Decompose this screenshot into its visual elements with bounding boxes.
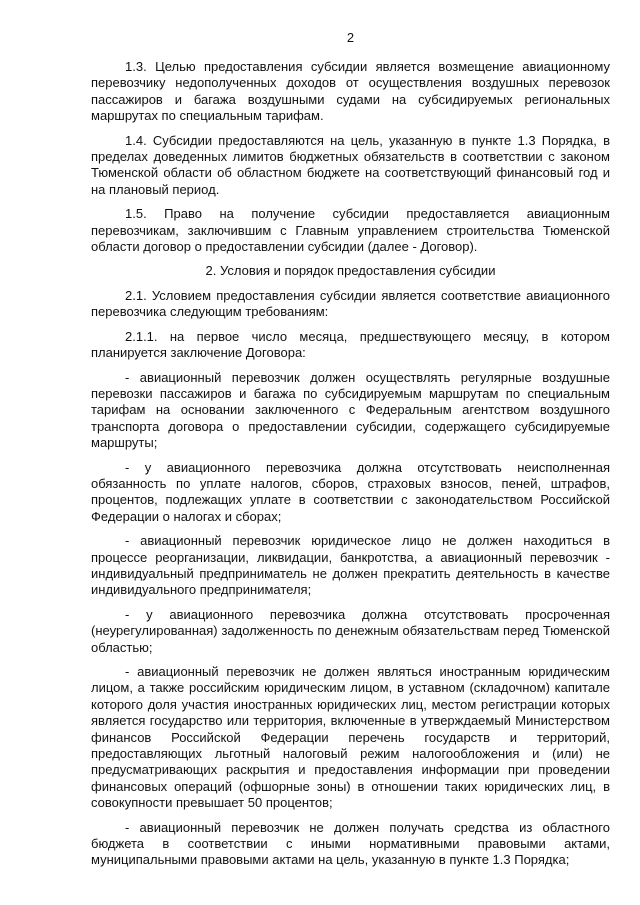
paragraph-p-2-1: 2.1. Условием предоставления субсидии является соответствие авиационного перевозчика следующим требованиям:: [91, 287, 610, 320]
paragraph-p-1-4: 1.4. Субсидии предоставляются на цель, указанную в пункте 1.3 Порядка, в пределах доведенных лимитов бюджетных обязательств в соответствии с законом Тюменской области об областном бюджете на соответствующий финансовый год и на плановый период.: [91, 132, 610, 197]
section-heading: 2. Условия и порядок предоставления субсидии: [205, 263, 496, 279]
paragraph-req-5: - авиационный перевозчик не должен являться иностранным юридическим лицом, а также российским юридическим лицом, в уставном (складочном) капитале которого доля участия иностранных юридических лиц, местом регистрации которых является государство или территория, включенные в утверждаемый Министерством финансов Российской Федерации перечень государств и территорий, предоставляющих льготный налоговый режим налогообложения и (или) не предусматривающих раскрытия и предоставления информации при проведении финансовых операций (офшорные зоны) в отношении таких юридических лиц, в совокупности превышает 50 процентов;: [91, 664, 610, 811]
paragraph-req-1: - авиационный перевозчик должен осуществлять регулярные воздушные перевозки пассажиров и багажа по субсидируемым маршрутам по специальным тарифам на основании заключенного с Федеральным агентством воздушного транспорта договора о предоставлении субсидии, содержащего субсидируемые маршруты;: [91, 369, 610, 451]
document-body: [91, 59, 610, 869]
paragraph-p-2-1-1: 2.1.1. на первое число месяца, предшествующего месяцу, в котором планируется заключение Договора:: [91, 328, 610, 361]
page-number: 2: [346, 30, 355, 45]
paragraph-req-3: - авиационный перевозчик юридическое лицо не должен находиться в процессе реорганизации, ликвидации, банкротства, а авиационный перевозчик - индивидуальный предприниматель не должен прекратить деятельность в качестве индивидуального предпринимателя;: [91, 533, 610, 598]
paragraph-req-6: - авиационный перевозчик не должен получать средства из областного бюджета в соответствии с иными нормативными правовыми актами, муниципальными правовыми актами на цель, указанную в пункте 1.3 Порядка;: [91, 819, 610, 868]
paragraph-req-2: - у авиационного перевозчика должна отсутствовать неисполненная обязанность по уплате налогов, сборов, страховых взносов, пеней, штрафов, процентов, подлежащих уплате в соответствии с законодательством Российской Федерации о налогах и сборах;: [91, 459, 610, 524]
paragraph-p-1-5: 1.5. Право на получение субсидии предоставляется авиационным перевозчикам, заключившим с Главным управлением строительства Тюменской области договор о предоставлении субсидии (далее - Договор).: [91, 206, 610, 255]
paragraph-req-4: - у авиационного перевозчика должна отсутствовать просроченная (неурегулированная) задолженность по денежным обязательствам перед Тюменской областью;: [91, 606, 610, 655]
paragraph-p-1-3: 1.3. Целью предоставления субсидии является возмещение авиационному перевозчику недополученных доходов от осуществления воздушных перевозок пассажиров и багажа воздушными судами на субсидируемых региональных маршрутах по специальным тарифам.: [91, 59, 610, 124]
